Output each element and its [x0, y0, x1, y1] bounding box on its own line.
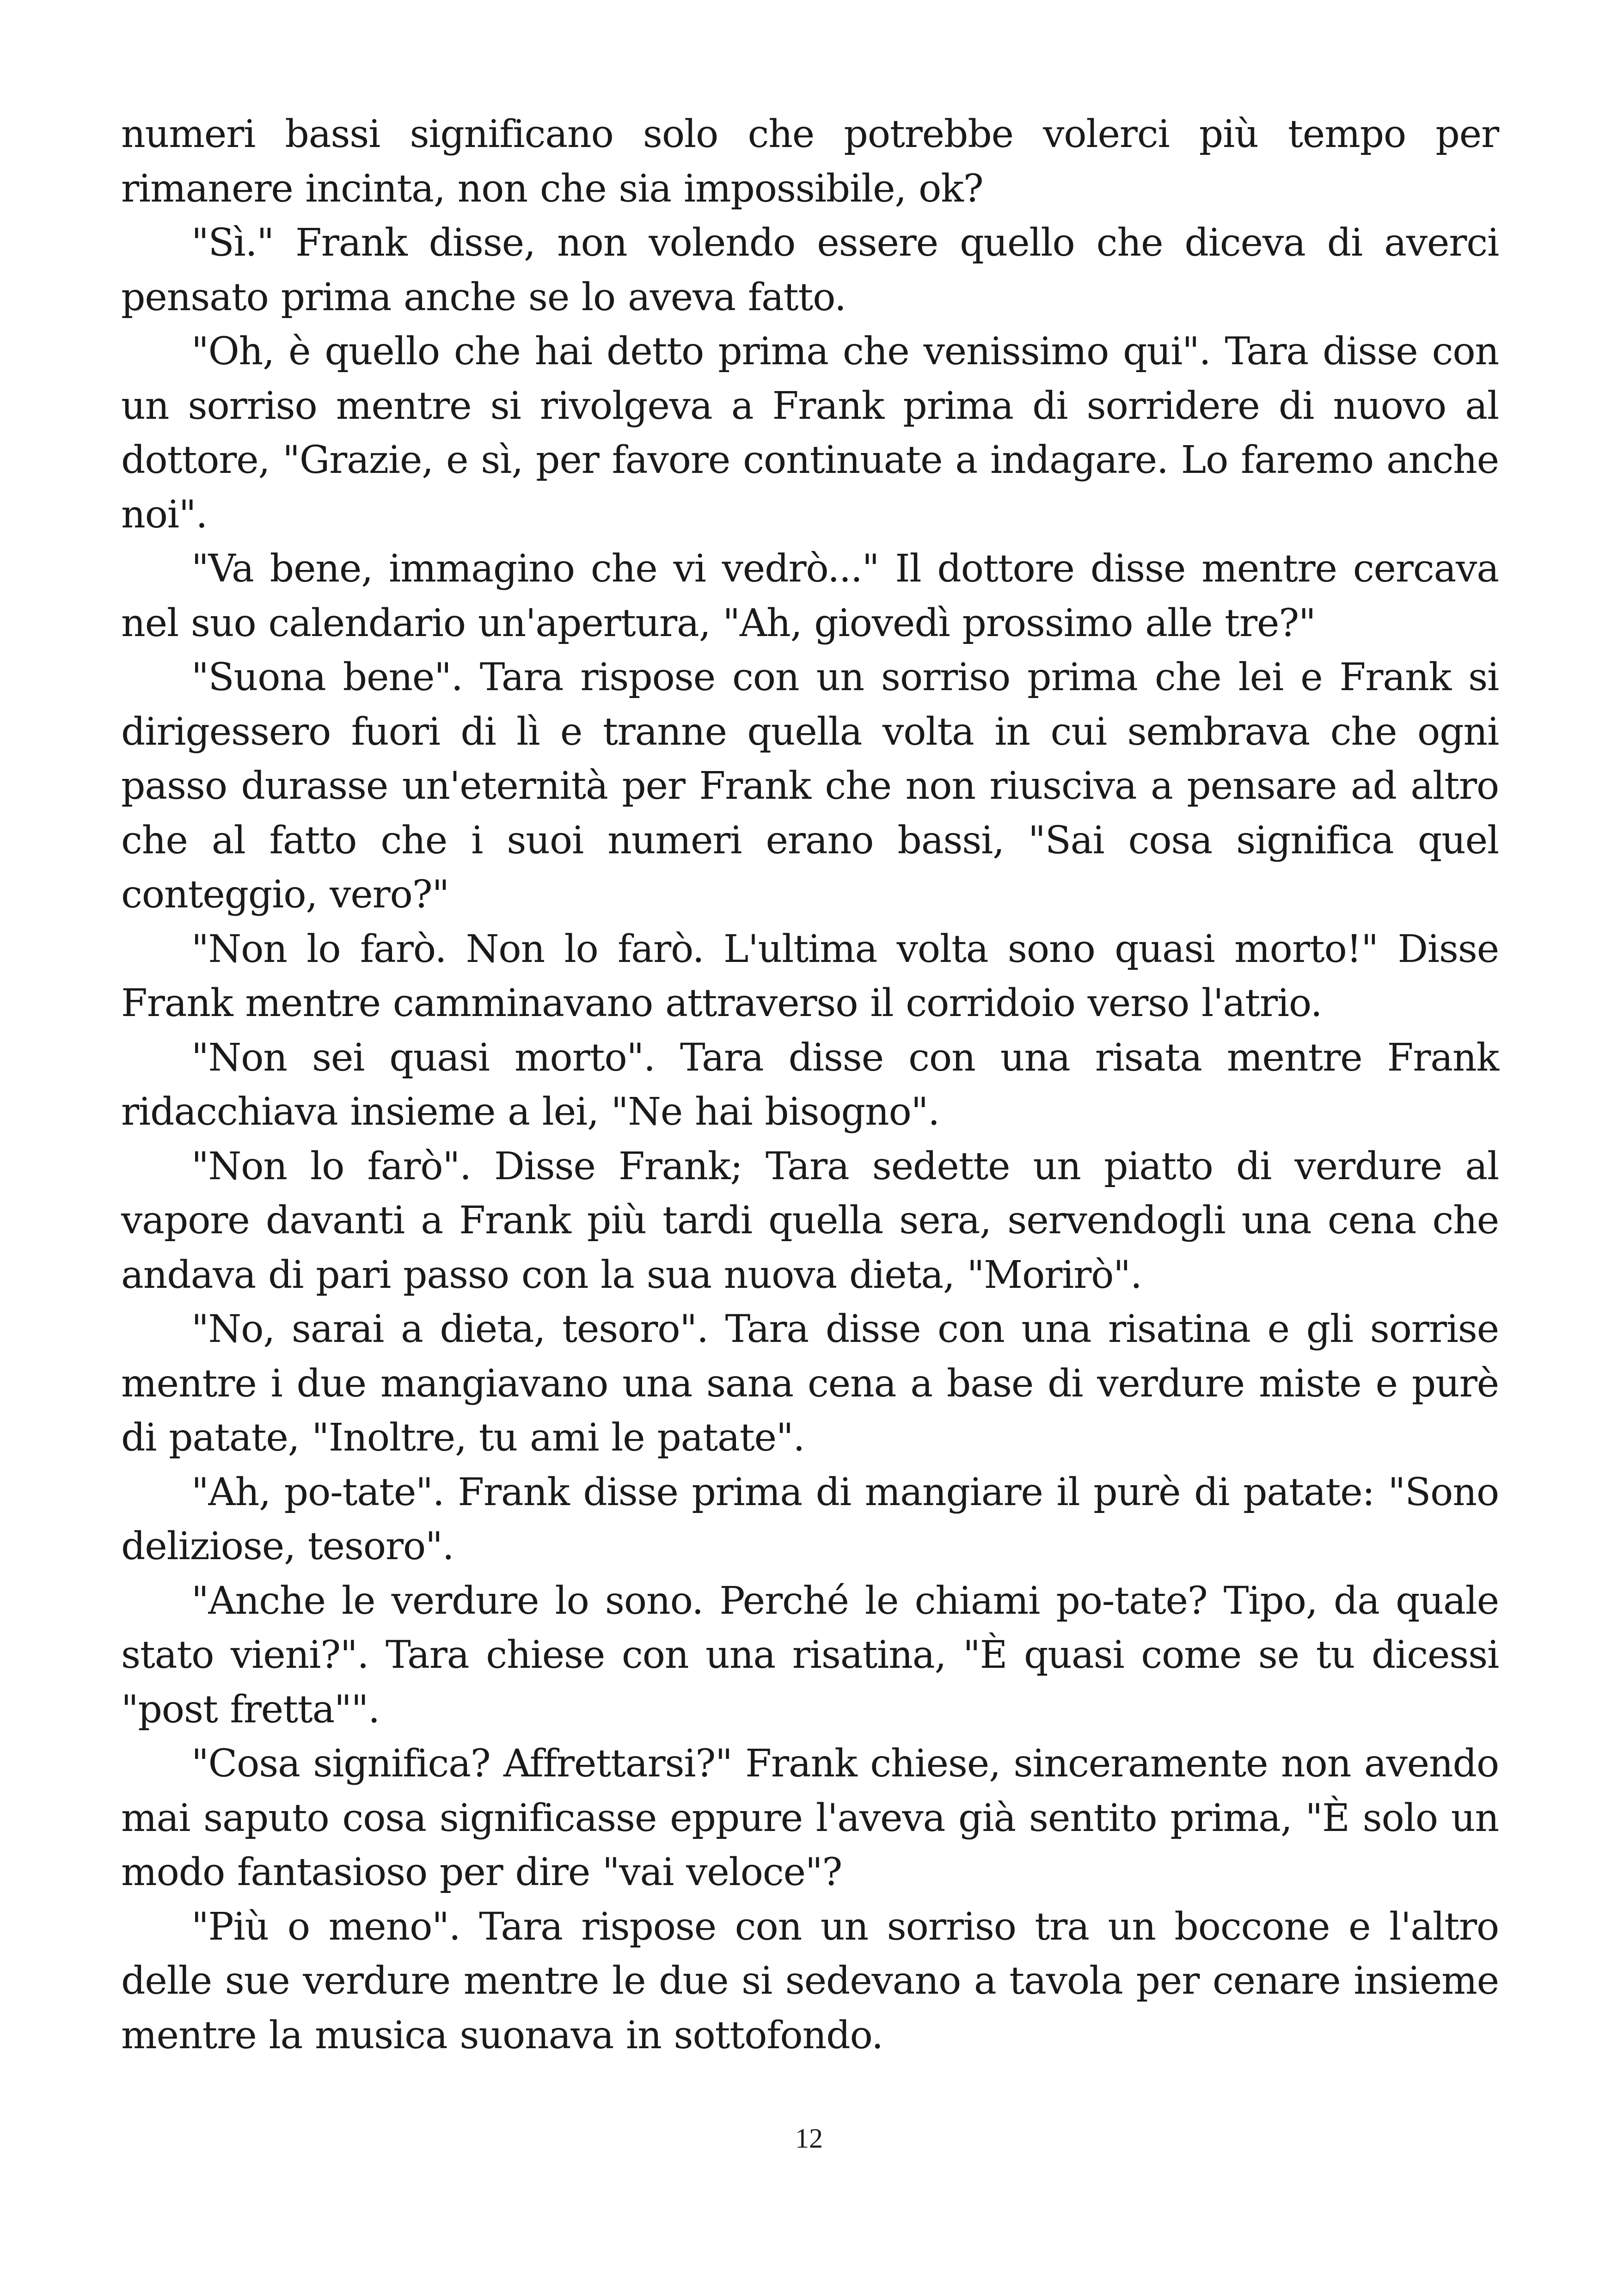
body-text	[121, 107, 1499, 2063]
paragraph: "Suona bene". Tara rispose con un sorriso prima che lei e Frank si dirigessero fuori di lì e tranne quella volta in cui sembrava che ogni passo durasse un'eternità per Frank che non riusciva a pensare ad altro che al fatto che i suoi numeri erano bassi, "Sai cosa significa quel conteggio, vero?"	[121, 655, 1499, 917]
paragraph: "Sì." Frank disse, non volendo essere quello che diceva di averci pensato prima anche se lo aveva fatto.	[121, 221, 1499, 319]
paragraph: "Non lo farò. Non lo farò. L'ultima volta sono quasi morto!" Disse Frank mentre camminavano attraverso il corridoio verso l'atrio.	[121, 927, 1499, 1025]
paragraph: "No, sarai a dieta, tesoro". Tara disse con una risatina e gli sorrise mentre i due mangiavano una sana cena a base di verdure miste e purè di patate, "Inoltre, tu ami le patate".	[121, 1307, 1499, 1460]
paragraph: "Ah, po-tate". Frank disse prima di mangiare il purè di patate: "Sono deliziose, tesoro".	[121, 1470, 1499, 1568]
paragraph: "Oh, è quello che hai detto prima che venissimo qui". Tara disse con un sorriso mentre si rivolgeva a Frank prima di sorridere di nuovo al dottore, "Grazie, e sì, per favore continuate a indagare. Lo faremo anche noi".	[121, 330, 1499, 537]
paragraph: "Non sei quasi morto". Tara disse con una risata mentre Frank ridacchiava insieme a lei, "Ne hai bisogno".	[121, 1035, 1499, 1134]
paragraph: "Anche le verdure lo sono. Perché le chiami po-tate? Tipo, da quale stato vieni?". Tara chiese con una risatina, "È quasi come se tu dicessi "post fretta"".	[121, 1579, 1499, 1732]
paragraph: "Non lo farò". Disse Frank; Tara sedette un piatto di verdure al vapore davanti a Frank più tardi quella sera, servendogli una cena che andava di pari passo con la sua nuova dieta, "Morirò".	[121, 1144, 1499, 1297]
paragraph: "Più o meno". Tara rispose con un sorriso tra un boccone e l'altro delle sue verdure mentre le due si sedevano a tavola per cenare insieme mentre la musica suonava in sottofondo.	[121, 1904, 1499, 2057]
page-number: 12	[795, 2123, 823, 2154]
paragraph: "Va bene, immagino che vi vedrò..." Il dottore disse mentre cercava nel suo calendario un'apertura, "Ah, giovedì prossimo alle tre?"	[121, 547, 1499, 645]
paragraph: "Cosa significa? Affrettarsi?" Frank chiese, sinceramente non avendo mai saputo cosa significasse eppure l'aveva già sentito prima, "È solo un modo fantasioso per dire "vai veloce"?	[121, 1742, 1499, 1894]
paragraph: numeri bassi significano solo che potrebbe volerci più tempo per rimanere incinta, non che sia impossibile, ok?	[121, 112, 1499, 211]
